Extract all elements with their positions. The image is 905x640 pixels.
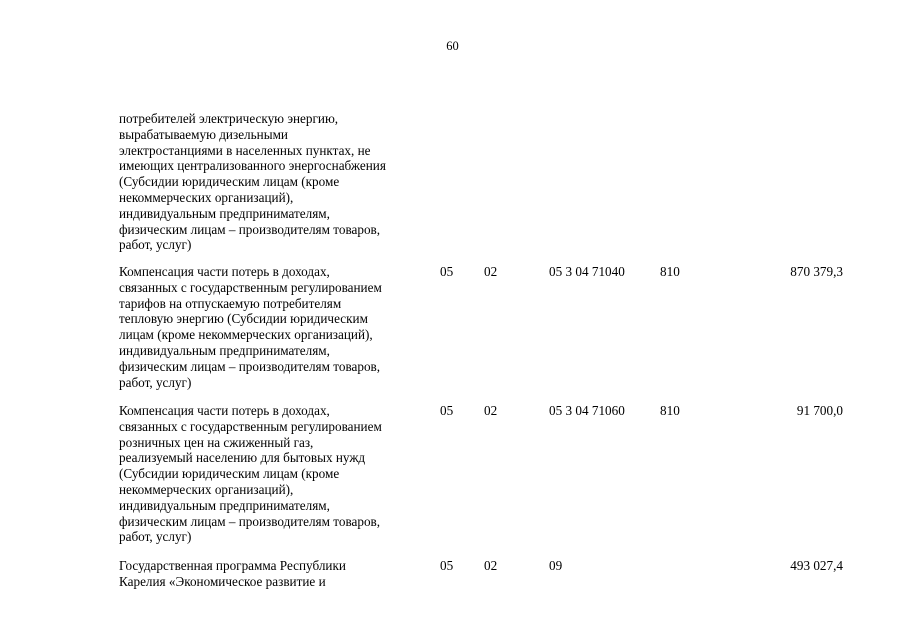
description-line: Карелия «Экономическое развитие и [119,573,326,589]
section-code: 05 [440,264,454,279]
row-description [119,558,434,590]
description-line: работ, услуг) [119,237,192,253]
target-article-code: 05 3 04 71040 [549,264,625,279]
expense-type-code: 810 [660,403,680,418]
description-line: реализуемый населению для бытовых нужд [119,450,366,466]
row-description [119,111,434,253]
amount-value: 493 027,4 [790,558,843,573]
description-line: электростанциями в населенных пунктах, не [119,142,371,158]
description-line: индивидуальным предпринимателям, [119,497,330,513]
description-line: розничных цен на сжиженный газ, [119,434,314,450]
page-number: 60 [446,39,459,53]
description-line: физическим лицам – производителям товаров, [119,358,381,374]
description-line: вырабатываемую дизельными [119,126,288,142]
description-line: физическим лицам – производителям товаров, [119,513,381,529]
description-line: лицам (кроме некоммерческих организаций), [119,327,373,343]
description-line: физическим лицам – производителям товаров, [119,221,381,237]
subsection-code: 02 [484,264,498,279]
section-code: 05 [440,558,454,573]
amount-value: 870 379,3 [790,264,843,279]
description-line: некоммерческих организаций), [119,189,294,205]
subsection-code: 02 [484,403,498,418]
target-article-code: 09 [549,558,563,573]
section-code: 05 [440,403,454,418]
description-line: (Субсидии юридическим лицам (кроме [119,174,340,190]
description-line: Компенсация части потерь в доходах, [119,264,330,279]
description-line: (Субсидии юридическим лицам (кроме [119,466,340,482]
target-article-code: 05 3 04 71060 [549,403,625,418]
description-line: связанных с государственным регулированием [119,418,382,434]
description-line: тарифов на отпускаемую потребителям [119,295,342,311]
amount-value: 91 700,0 [796,403,843,418]
description-line: индивидуальным предпринимателям, [119,205,330,221]
description-line: некоммерческих организаций), [119,481,294,497]
description-line: имеющих централизованного энергоснабжения [119,158,386,174]
subsection-code: 02 [484,558,498,573]
description-line: тепловую энергию (Субсидии юридическим [119,311,368,327]
description-line: связанных с государственным регулированием [119,279,382,295]
description-line: индивидуальным предпринимателям, [119,342,330,358]
description-line: потребителей электрическую энергию, [119,111,339,126]
description-line: Компенсация части потерь в доходах, [119,403,330,418]
expense-type-code: 810 [660,264,680,279]
row-description [119,264,434,390]
description-line: Государственная программа Республики [119,558,346,573]
description-line: работ, услуг) [119,374,192,390]
description-line: работ, услуг) [119,529,192,545]
row-description [119,403,434,545]
